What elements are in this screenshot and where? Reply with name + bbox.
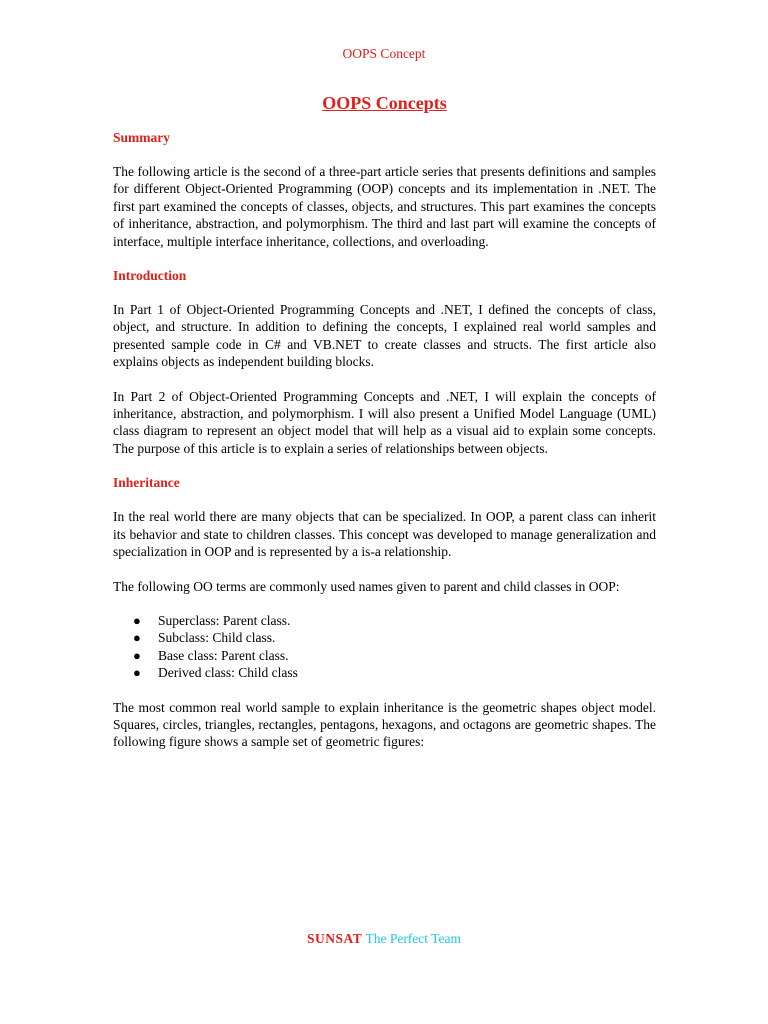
oo-terms-list	[113, 612, 656, 682]
list-item	[133, 647, 656, 664]
list-item-text: Base class: Parent class.	[158, 647, 289, 663]
inheritance-paragraph-2: The following OO terms are commonly used names given to parent and child classes in OOP:	[113, 578, 620, 594]
section-heading-summary: Summary	[113, 130, 170, 145]
introduction-paragraph-2: In Part 2 of Object-Oriented Programming Concepts and .NET, I will explain the concepts of inheritance, abstraction, and polymorphism. I will also present a Unified Model Language (UML) class diagram to represent an object model that will help as a visual aid to explain some concepts. The purpose of this article is to explain a series of relationships between objects.	[113, 388, 656, 456]
document-title: OOPS Concepts	[322, 93, 447, 113]
page-footer	[0, 931, 768, 947]
list-item	[133, 664, 656, 681]
inheritance-paragraph-3: The most common real world sample to explain inheritance is the geometric shapes object model. Squares, circles, triangles, rectangles, pentagons, hexagons, and octagons are geometric shapes. The following figure shows a sample set of geometric figures:	[113, 699, 656, 750]
bullet-icon: ●	[133, 665, 141, 681]
bullet-icon: ●	[133, 647, 141, 663]
bullet-icon: ●	[133, 630, 141, 646]
footer-tagline: The Perfect Team	[365, 931, 461, 946]
footer-brand: SUNSAT	[307, 931, 363, 946]
running-header: OOPS Concept	[342, 46, 426, 61]
list-item-text: Derived class: Child class	[158, 665, 298, 681]
summary-paragraph: The following article is the second of a three-part article series that presents definitions and samples for different Object-Oriented Programming (OOP) concepts and its implementation in .NET. The first part examined the concepts of classes, objects, and structures. This part examines the concepts of inheritance, abstraction, and polymorphism. The third and last part will examine the concepts of interface, multiple interface inheritance, collections, and overloading.	[113, 164, 656, 249]
section-heading-introduction: Introduction	[113, 268, 187, 284]
list-item-text: Subclass: Child class.	[158, 630, 276, 646]
introduction-paragraph-1: In Part 1 of Object-Oriented Programming Concepts and .NET, I defined the concepts of class, object, and structure. In addition to defining the concepts, I explained real world samples and presented sample code in C# and VB.NET to create classes and structs. The first article also explains objects as independent building blocks.	[113, 302, 656, 370]
bullet-icon: ●	[133, 612, 141, 628]
list-item	[133, 629, 656, 646]
document-body	[113, 92, 656, 768]
list-item	[133, 612, 656, 629]
list-item-text: Superclass: Parent class.	[158, 612, 291, 628]
inheritance-paragraph-1: In the real world there are many objects that can be specialized. In OOP, a parent class can inherit its behavior and state to children classes. This concept was developed to manage generalization and specialization in OOP and is represented by a is-a relationship.	[113, 509, 656, 560]
section-heading-inheritance: Inheritance	[113, 475, 180, 491]
